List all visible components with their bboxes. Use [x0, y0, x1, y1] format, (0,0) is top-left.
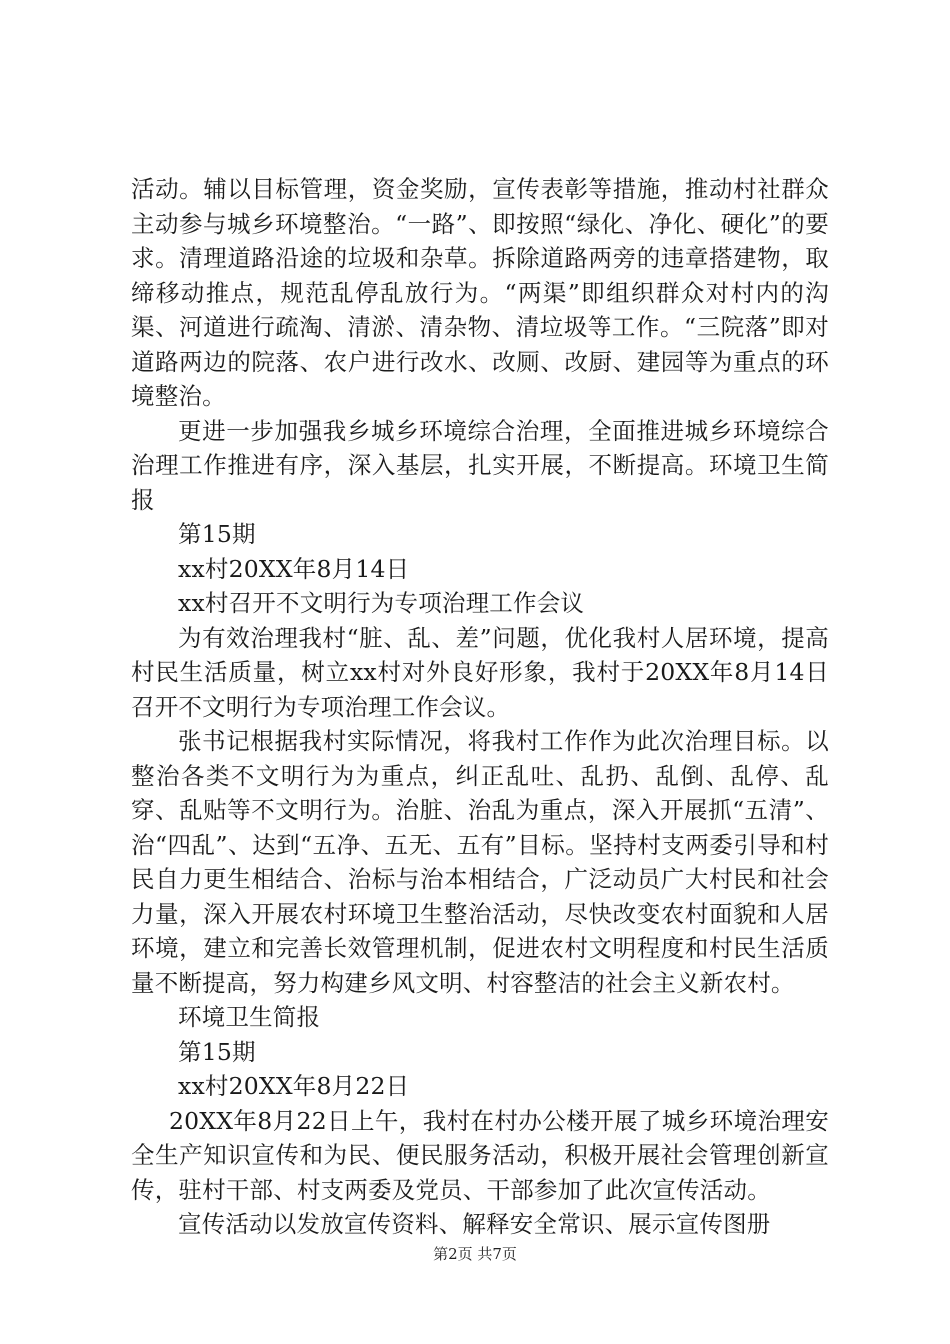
paragraph-publicity-event: 20XX年8月22日上午，我村在村办公楼开展了城乡环境治理安全生产知识宣传和为民、便民服务活动，积极开展社会管理创新宣传，驻村干部、村支两委及党员、干部参加了此次宣传活动。	[131, 1106, 829, 1204]
paragraph-publicity-activities: 宣传活动以发放宣传资料、解释安全常识、展示宣传图册	[178, 1210, 771, 1238]
paragraph-meeting-purpose: 为有效治理我村“脏、乱、差”问题，优化我村人居环境，提高村民生活质量，树立xx村对外良好形象，我村于20XX年8月14日召开不文明行为专项治理工作会议。	[131, 623, 829, 721]
paragraph-cleanup-measures: 活动。辅以目标管理，资金奖励，宣传表彰等措施，推动村社群众主动参与城乡环境整治。“一路”、即按照“绿化、净化、硬化”的要求。清理道路沿途的垃圾和杂草。拆除道路两旁的违章搭建物，取缔移动推点，规范乱停乱放行为。“两渠”即组织群众对村内的沟渠、河道进行疏淘、清淤、清杂物、清垃圾等工作。“三院落”即对道路两边的院落、农户进行改水、改厕、改厨、建园等为重点的环境整治。	[131, 175, 829, 410]
issue-number: 第15期	[178, 520, 256, 548]
paragraph-secretary-remarks: 张书记根据我村实际情况，将我村工作作为此次治理目标。以整治各类不文明行为为重点，纠正乱吐、乱扔、乱倒、乱停、乱穿、乱贴等不文明行为。治脏、治乱为重点，深入开展抓“五清”、治“四乱”、达到“五净、五无、五有”目标。坚持村支两委引导和村民自力更生相结合、治标与治本相结合，广泛动员广大村民和社会力量，深入开展农村环境卫生整治活动，尽快改变农村面貌和人居环境，建立和完善长效管理机制，促进农村文明程度和村民生活质量不断提高，努力构建乡风文明、村容整洁的社会主义新农村。	[131, 727, 829, 997]
paragraph-further-governance: 更进一步加强我乡城乡环境综合治理，全面推进城乡环境综合治理工作推进有序，深入基层，扎实开展，不断提高。环境卫生简报	[131, 416, 829, 514]
document-body	[131, 172, 829, 1242]
issue-date: xx村20XX年8月22日	[178, 1072, 410, 1100]
issue-number: 第15期	[178, 1037, 256, 1066]
section-heading: xx村召开不文明行为专项治理工作会议	[178, 589, 585, 617]
issue-date: xx村20XX年8月14日	[178, 554, 410, 583]
bulletin-title: 环境卫生简报	[178, 1003, 321, 1031]
page-footer: 第2页 共7页	[433, 1245, 517, 1263]
